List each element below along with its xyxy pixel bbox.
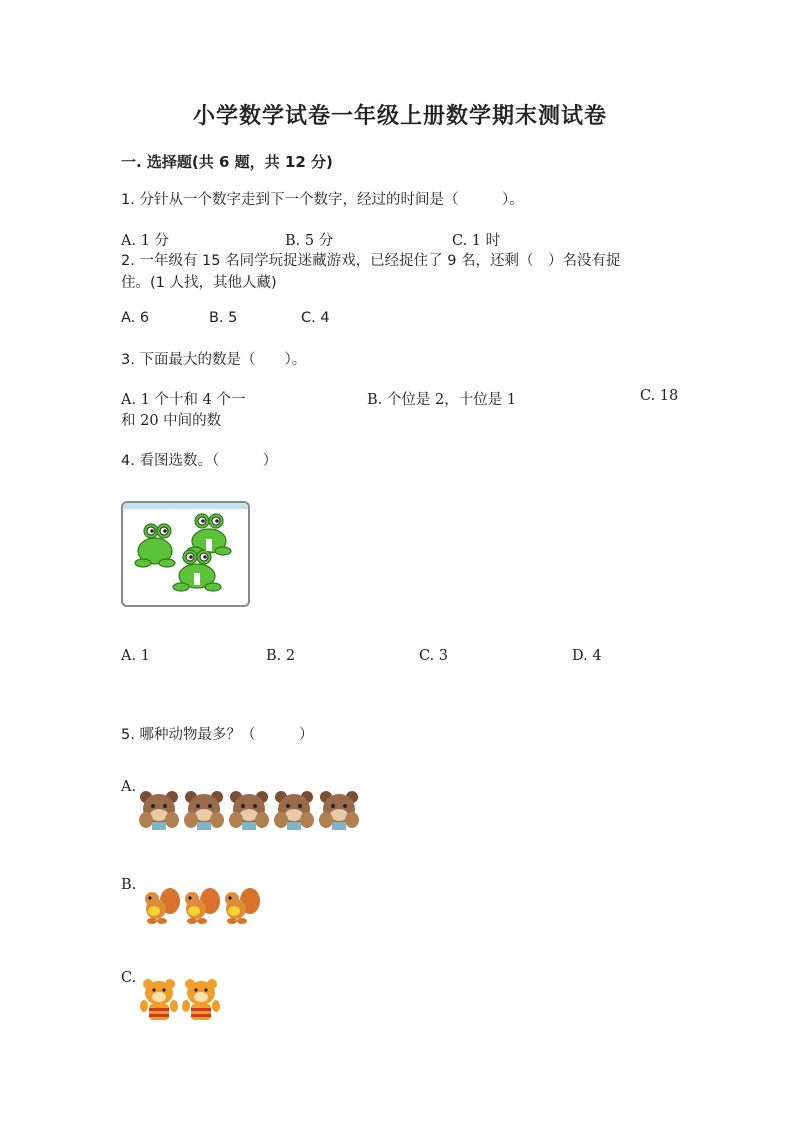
q2-option-c[interactable]: C. 4	[301, 310, 330, 326]
tiger-icon	[140, 979, 178, 1020]
q3-option-wrap: 和 20 中间的数	[121, 413, 222, 429]
question-2-line-1: 2. 一年级有 15 名同学玩捉迷藏游戏，已经捉住了 9 名，还剩（ ）名没有捉	[121, 253, 621, 269]
bear-icon	[139, 791, 179, 830]
bear-group	[138, 787, 363, 835]
q5-option-b[interactable]: B.	[121, 877, 137, 893]
frog	[135, 514, 231, 591]
q5-option-a[interactable]: A.	[121, 779, 137, 795]
q3-option-a[interactable]: A. 1 个十和 4 个一	[121, 392, 246, 408]
q3-option-c[interactable]: C. 18	[640, 388, 679, 404]
tiger-icon	[182, 979, 220, 1020]
q4-option-a[interactable]: A. 1	[121, 648, 150, 664]
tiger-group	[140, 976, 225, 1028]
page-title: 小学数学试卷一年级上册数学期末测试卷	[192, 103, 607, 129]
q1-option-c[interactable]: C. 1 时	[452, 233, 501, 249]
q2-option-b[interactable]: B. 5	[209, 310, 238, 326]
squirrel-icon	[225, 888, 260, 924]
question-4: 4. 看图选数。（ ）	[121, 453, 278, 469]
squirrel-icon	[145, 888, 180, 924]
q3-option-b[interactable]: B. 个位是 2，十位是 1	[367, 392, 517, 408]
q2-option-a[interactable]: A. 6	[121, 310, 150, 326]
question-2-line-2: 住。(1 人找，其他人藏)	[121, 275, 277, 291]
frog-picture	[121, 501, 250, 607]
q4-option-b[interactable]: B. 2	[266, 648, 296, 664]
squirrel-group	[140, 885, 265, 927]
q4-option-d[interactable]: D. 4	[572, 648, 602, 664]
q1-option-a[interactable]: A. 1 分	[121, 233, 170, 249]
squirrel-icon	[185, 888, 220, 924]
q1-option-b[interactable]: B. 5 分	[285, 233, 334, 249]
bear-icon	[184, 791, 224, 830]
bear-icon	[319, 791, 359, 830]
section-heading: 一. 选择题(共 6 题，共 12 分)	[121, 153, 333, 171]
q4-option-c[interactable]: C. 3	[419, 648, 449, 664]
frog-icon	[123, 503, 248, 605]
question-1: 1. 分针从一个数字走到下一个数字，经过的时间是（ ）。	[121, 192, 524, 208]
bear-icon	[274, 791, 314, 830]
question-5: 5. 哪种动物最多？（ ）	[121, 727, 314, 743]
q5-option-c[interactable]: C.	[121, 970, 137, 986]
question-3: 3. 下面最大的数是（ ）。	[121, 352, 307, 368]
bear-icon	[229, 791, 269, 830]
